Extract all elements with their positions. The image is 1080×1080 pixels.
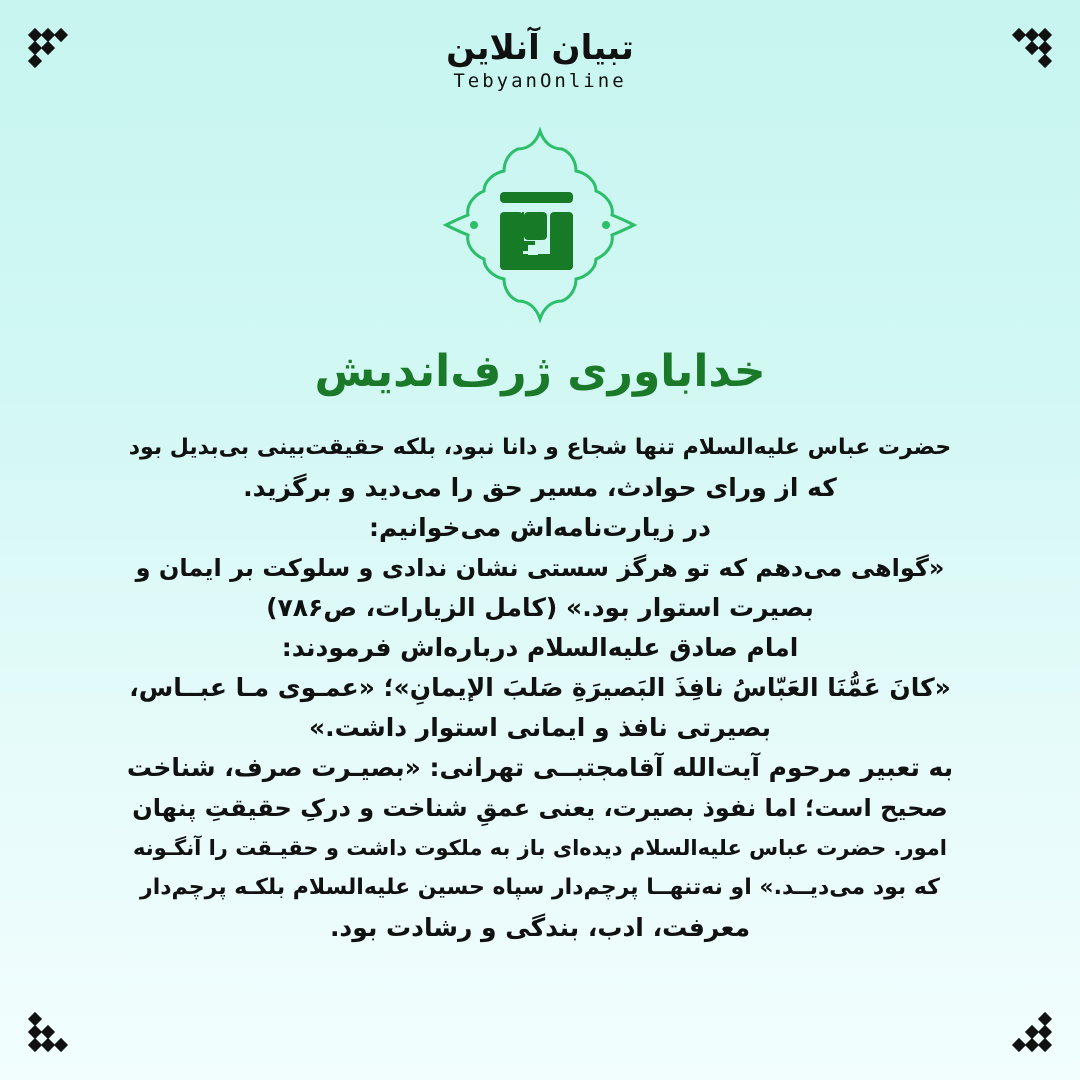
brand-logo: [0, 28, 1080, 92]
body-line: صحیح است؛ اما نفوذ بصیرت، یعنی عمقِ شناخت و درکِ حقیقتِ پنهان: [132, 794, 948, 822]
corner-ornament-bottom-left: [22, 998, 82, 1058]
page-title: خداباوری ژرف‌اندیش: [314, 346, 766, 397]
body-line: در زیارت‌نامه‌اش می‌خوانیم:: [368, 513, 712, 542]
diamond-dots-corner-icon: [22, 998, 82, 1058]
article-body: [125, 428, 955, 948]
body-line: امام صادق علیه‌السلام درباره‌اش فرمودند:: [281, 633, 799, 662]
quote-line: «گواهی می‌دهم که تو هرگز سستی نشان ندادی و سلوکت بر ایمان و: [135, 554, 945, 582]
brand-name-english: TebyanOnline: [453, 70, 627, 92]
quote-line: بصیرتی نافذ و ایمانی استوار داشت.»: [309, 713, 771, 742]
body-line: معرفت، ادب، بندگی و رشادت بود.: [329, 913, 751, 942]
body-line: که بود می‌دیــد.» او نه‌تنهــا پرچم‌دار سپاه حسین علیه‌السلام بلکـه پرچم‌دار: [140, 875, 940, 900]
emblem: [440, 125, 640, 325]
quote-line: بصیرت استوار بود.» (کامل الزیارات، ص۷۸۶): [266, 593, 814, 622]
body-line: حضرت عباس علیه‌السلام تنها شجاع و دانا نبود، بلکه حقیقت‌بینی بی‌بدیل بود: [128, 435, 952, 460]
quote-line: «کانَ عَمُّنَا العَبّاسُ نافِذَ البَصیرَةِ صَلبَ الإیمانِ»؛ «عمـوی مـا عبــاس،: [129, 673, 951, 702]
kufic-allah-icon: [440, 125, 640, 325]
corner-ornament-bottom-right: [998, 998, 1058, 1058]
body-line: به تعبیر مرحوم آیت‌الله آقامجتبــی تهرانی: «بصیـرت صرف، شناخت: [126, 753, 954, 782]
diamond-dots-corner-icon: [998, 998, 1058, 1058]
body-line: که از ورای حوادث، مسیر حق را می‌دید و برگزید.: [243, 473, 837, 502]
body-line: امور. حضرت عباس علیه‌السلام دیده‌ای باز به ملکوت داشت و حقیـقت را آنگـونه: [133, 836, 947, 860]
brand-name-persian: تبیان آنلاین: [446, 28, 634, 68]
